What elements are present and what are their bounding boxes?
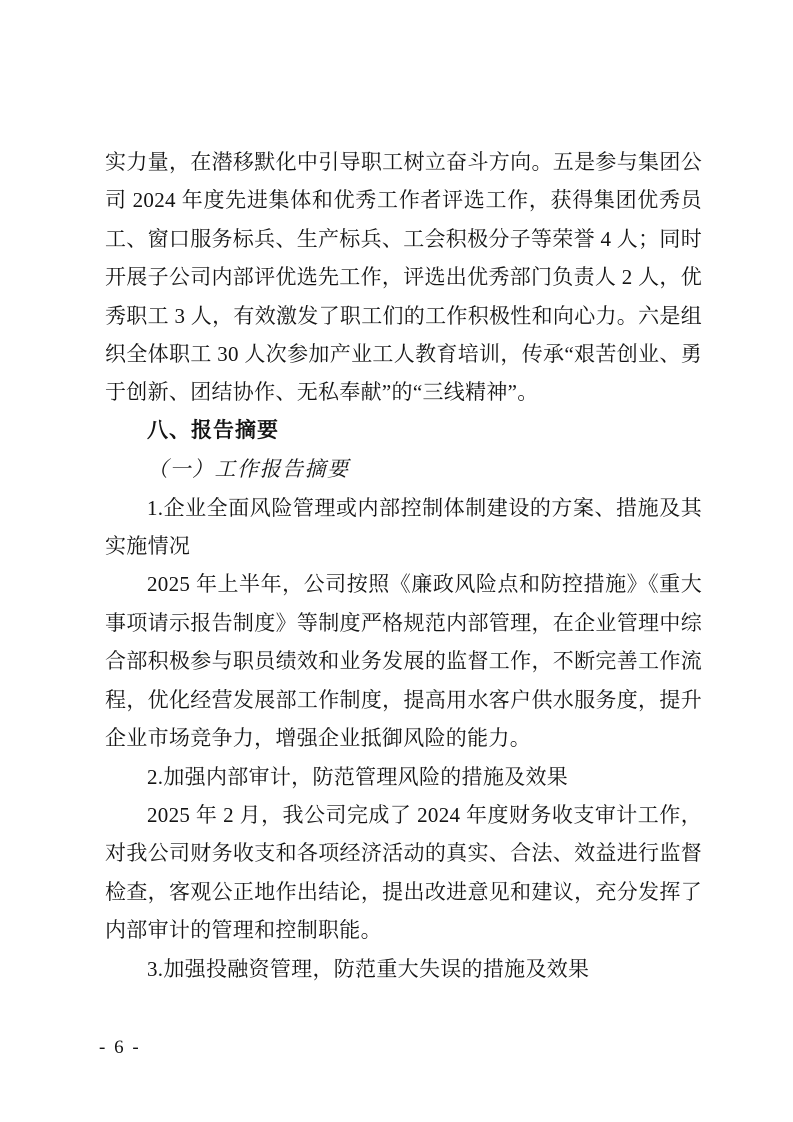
paragraph-item-1-title: 1.企业全面风险管理或内部控制体制建设的方案、措施及其实施情况 (105, 495, 702, 559)
page-number: - 6 - (99, 1037, 141, 1058)
document-body (105, 143, 702, 988)
paragraph-union-work-continued: 实力量，在潜移默化中引导职工树立奋斗方向。五是参与集团公司 2024 年度先进集体和优秀工作者评选工作，获得集团优秀员工、窗口服务标兵、生产标兵、工会积极分子等荣誉 4 人；同时开展子公司内部评优选先工作，评选出优秀部门负责人 2 人，优秀职工 3 人，有效激发了职工们的工作积极性和向心力。六是组织全体职工 30 人次参加产业工人教育培训，传承“艰苦创业、勇于创新、团结协作、无私奉献”的“三线精神”。 (105, 150, 702, 405)
paragraph-item-3-title: 3.加强投融资管理，防范重大失误的措施及效果 (147, 956, 590, 981)
subsection-heading-1: （一）工作报告摘要 (147, 457, 350, 482)
section-heading-8: 八、报告摘要 (147, 418, 279, 442)
paragraph-item-1-content: 2025 年上半年，公司按照《廉政风险点和防控措施》《重大事项请示报告制度》等制度严格规范内部管理，在企业管理中综合部积极参与职员绩效和业务发展的监督工作，不断完善工作流程，优化经营发展部工作制度，提高用水客户供水服务度，提升企业市场竞争力，增强企业抵御风险的能力。 (105, 572, 702, 751)
paragraph-item-2-title: 2.加强内部审计，防范管理风险的措施及效果 (147, 764, 569, 789)
paragraph-item-2-content: 2025 年 2 月，我公司完成了 2024 年度财务收支审计工作，对我公司财务收支和各项经济活动的真实、合法、效益进行监督检查，客观公正地作出结论，提出改进意见和建议，充分发挥了内部审计的管理和控制职能。 (105, 802, 702, 943)
